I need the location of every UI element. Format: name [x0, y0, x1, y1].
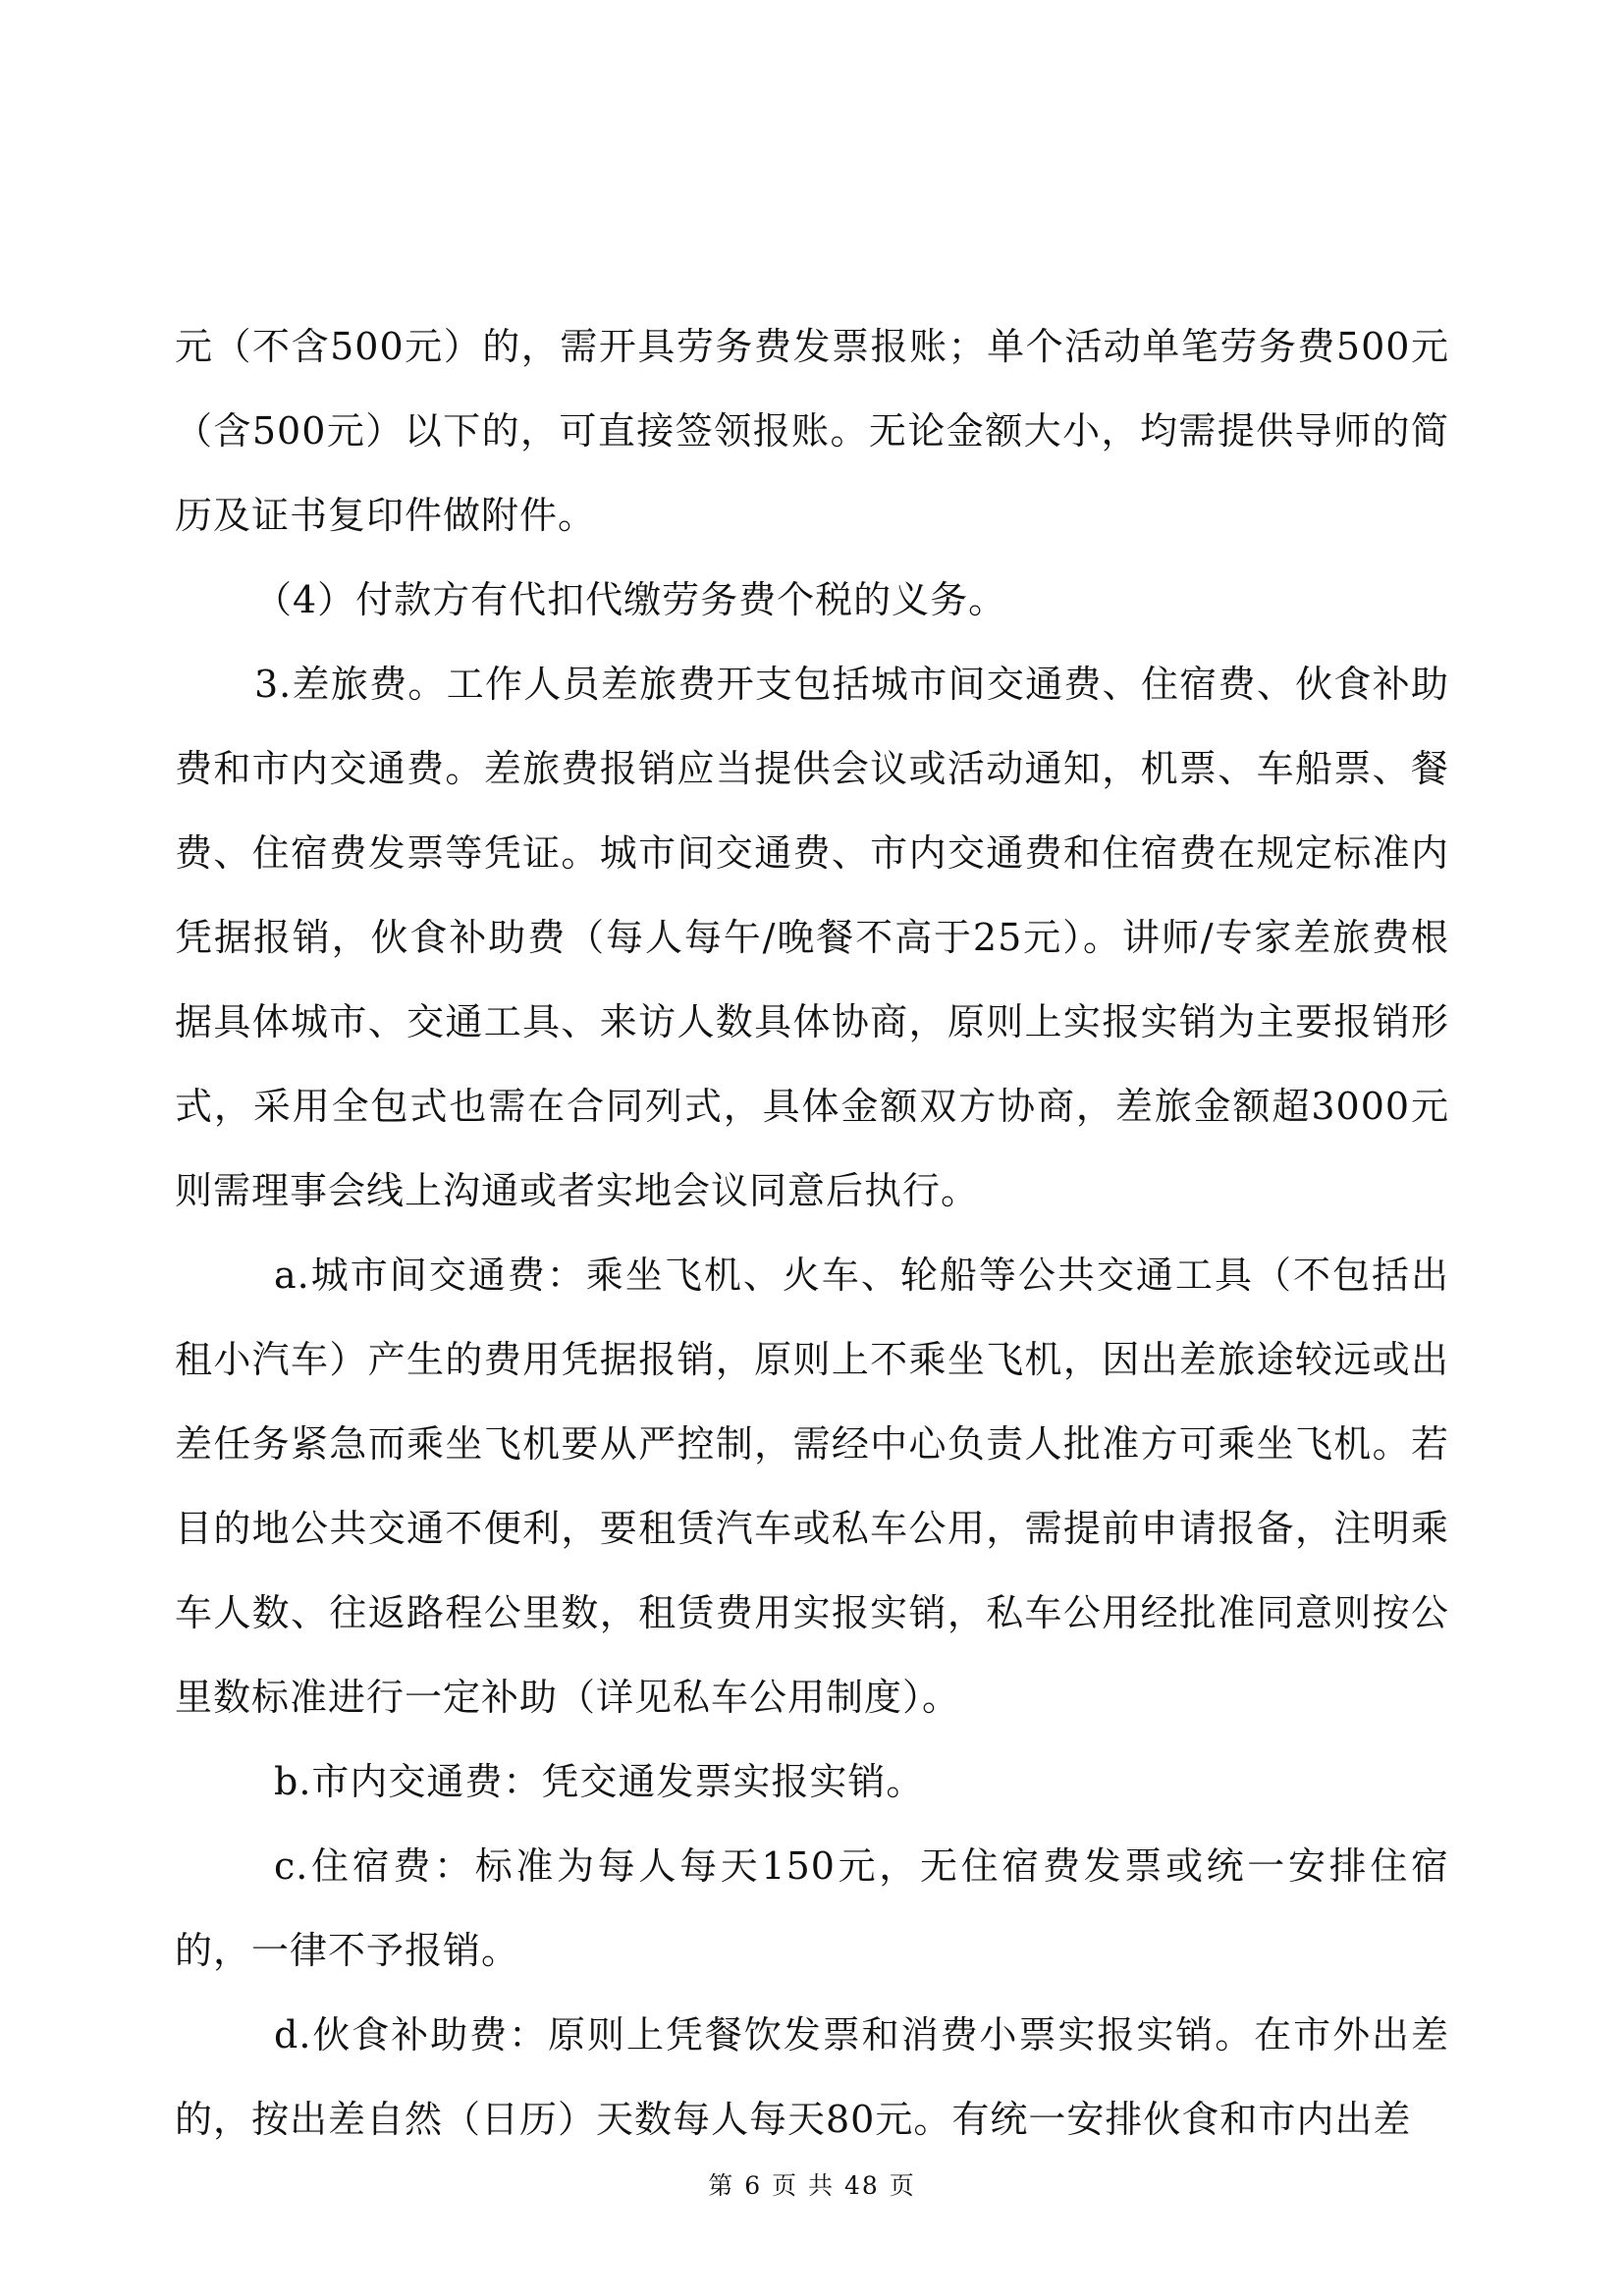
paragraph-tax-obligation: （4）付款方有代扣代缴劳务费个税的义务。: [254, 578, 1007, 621]
document-body: [175, 304, 1449, 2162]
paragraph-accommodation: c.住宿费：标准为每人每天150元，无住宿费发票或统一安排住宿的，一律不予报销。: [175, 1844, 1449, 1972]
page-number-footer: 第 6 页 共 48 页: [708, 2171, 916, 2200]
paragraph-labor-fee-continuation: 元（不含500元）的，需开具劳务费发票报账；单个活动单笔劳务费500元（含500元）以下的，可直接签领报账。无论金额大小，均需提供导师的简历及证书复印件做附件。: [175, 325, 1449, 537]
paragraph-local-transport: b.市内交通费：凭交通发票实报实销。: [274, 1760, 925, 1803]
paragraph-intercity-transport: a.城市间交通费：乘坐飞机、火车、轮船等公共交通工具（不包括出租小汽车）产生的费用凭据报销，原则上不乘坐飞机，因出差旅途较远或出差任务紧急而乘坐飞机要从严控制，需经中心负责人批准方可乘坐飞机。若目的地公共交通不便利，要租赁汽车或私车公用，需提前申请报备，注明乘车人数、往返路程公里数，租赁费用实报实销，私车公用经批准同意则按公里数标准进行一定补助（详见私车公用制度）。: [175, 1254, 1449, 1719]
paragraph-meal-allowance: d.伙食补助费：原则上凭餐饮发票和消费小票实报实销。在市外出差的，按出差自然（日历）天数每人每天80元。有统一安排伙食和市内出差: [175, 2013, 1449, 2141]
paragraph-travel-expenses: 3.差旅费。工作人员差旅费开支包括城市间交通费、住宿费、伙食补助费和市内交通费。差旅费报销应当提供会议或活动通知，机票、车船票、餐费、住宿费发票等凭证。城市间交通费、市内交通费和住宿费在规定标准内凭据报销，伙食补助费（每人每午/晚餐不高于25元）。讲师/专家差旅费根据具体城市、交通工具、来访人数具体协商，原则上实报实销为主要报销形式，采用全包式也需在合同列式，具体金额双方协商，差旅金额超3000元则需理事会线上沟通或者实地会议同意后执行。: [175, 663, 1449, 1212]
